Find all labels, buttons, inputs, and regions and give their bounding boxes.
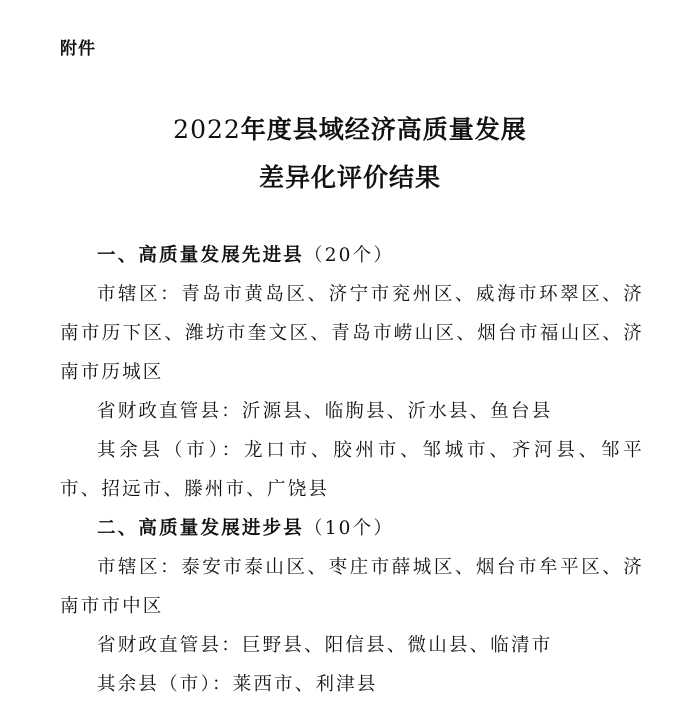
- document-body: [60, 236, 644, 704]
- document-title-line-1: [0, 110, 700, 146]
- section-count: （20个）: [304, 245, 395, 266]
- document-title-line-2: 差异化评价结果: [258, 163, 441, 192]
- group-urban-districts: 市辖区：青岛市黄岛区、济宁市兖州区、威海市环翠区、济南市历下区、潍坊市奎文区、青岛市崂山区、烟台市福山区、济南市历城区: [60, 284, 644, 383]
- title-line-1-text: 年度县域经济高质量发展: [240, 115, 527, 144]
- group-other-counties: 其余县（市）：莱西市、利津县: [97, 674, 378, 695]
- group-province-direct-counties: 省财政直管县：巨野县、阳信县、微山县、临清市: [97, 635, 553, 656]
- section-heading-text: 二、高质量发展进步县: [97, 518, 305, 539]
- title-year: 2022: [173, 115, 241, 144]
- section-heading-text: 一、高质量发展先进县: [97, 245, 305, 266]
- section-heading-progress: [60, 509, 644, 548]
- section-heading-advanced: [60, 236, 644, 275]
- attachment-label: 附件: [60, 39, 96, 59]
- section-count: （10个）: [304, 518, 395, 539]
- group-other-counties: 其余县（市）：龙口市、胶州市、邹城市、齐河县、邹平市、招远市、滕州市、广饶县: [60, 440, 644, 500]
- group-province-direct-counties: 省财政直管县：沂源县、临朐县、沂水县、鱼台县: [97, 401, 553, 422]
- group-urban-districts: 市辖区：泰安市泰山区、枣庄市薛城区、烟台市牟平区、济南市市中区: [60, 557, 644, 617]
